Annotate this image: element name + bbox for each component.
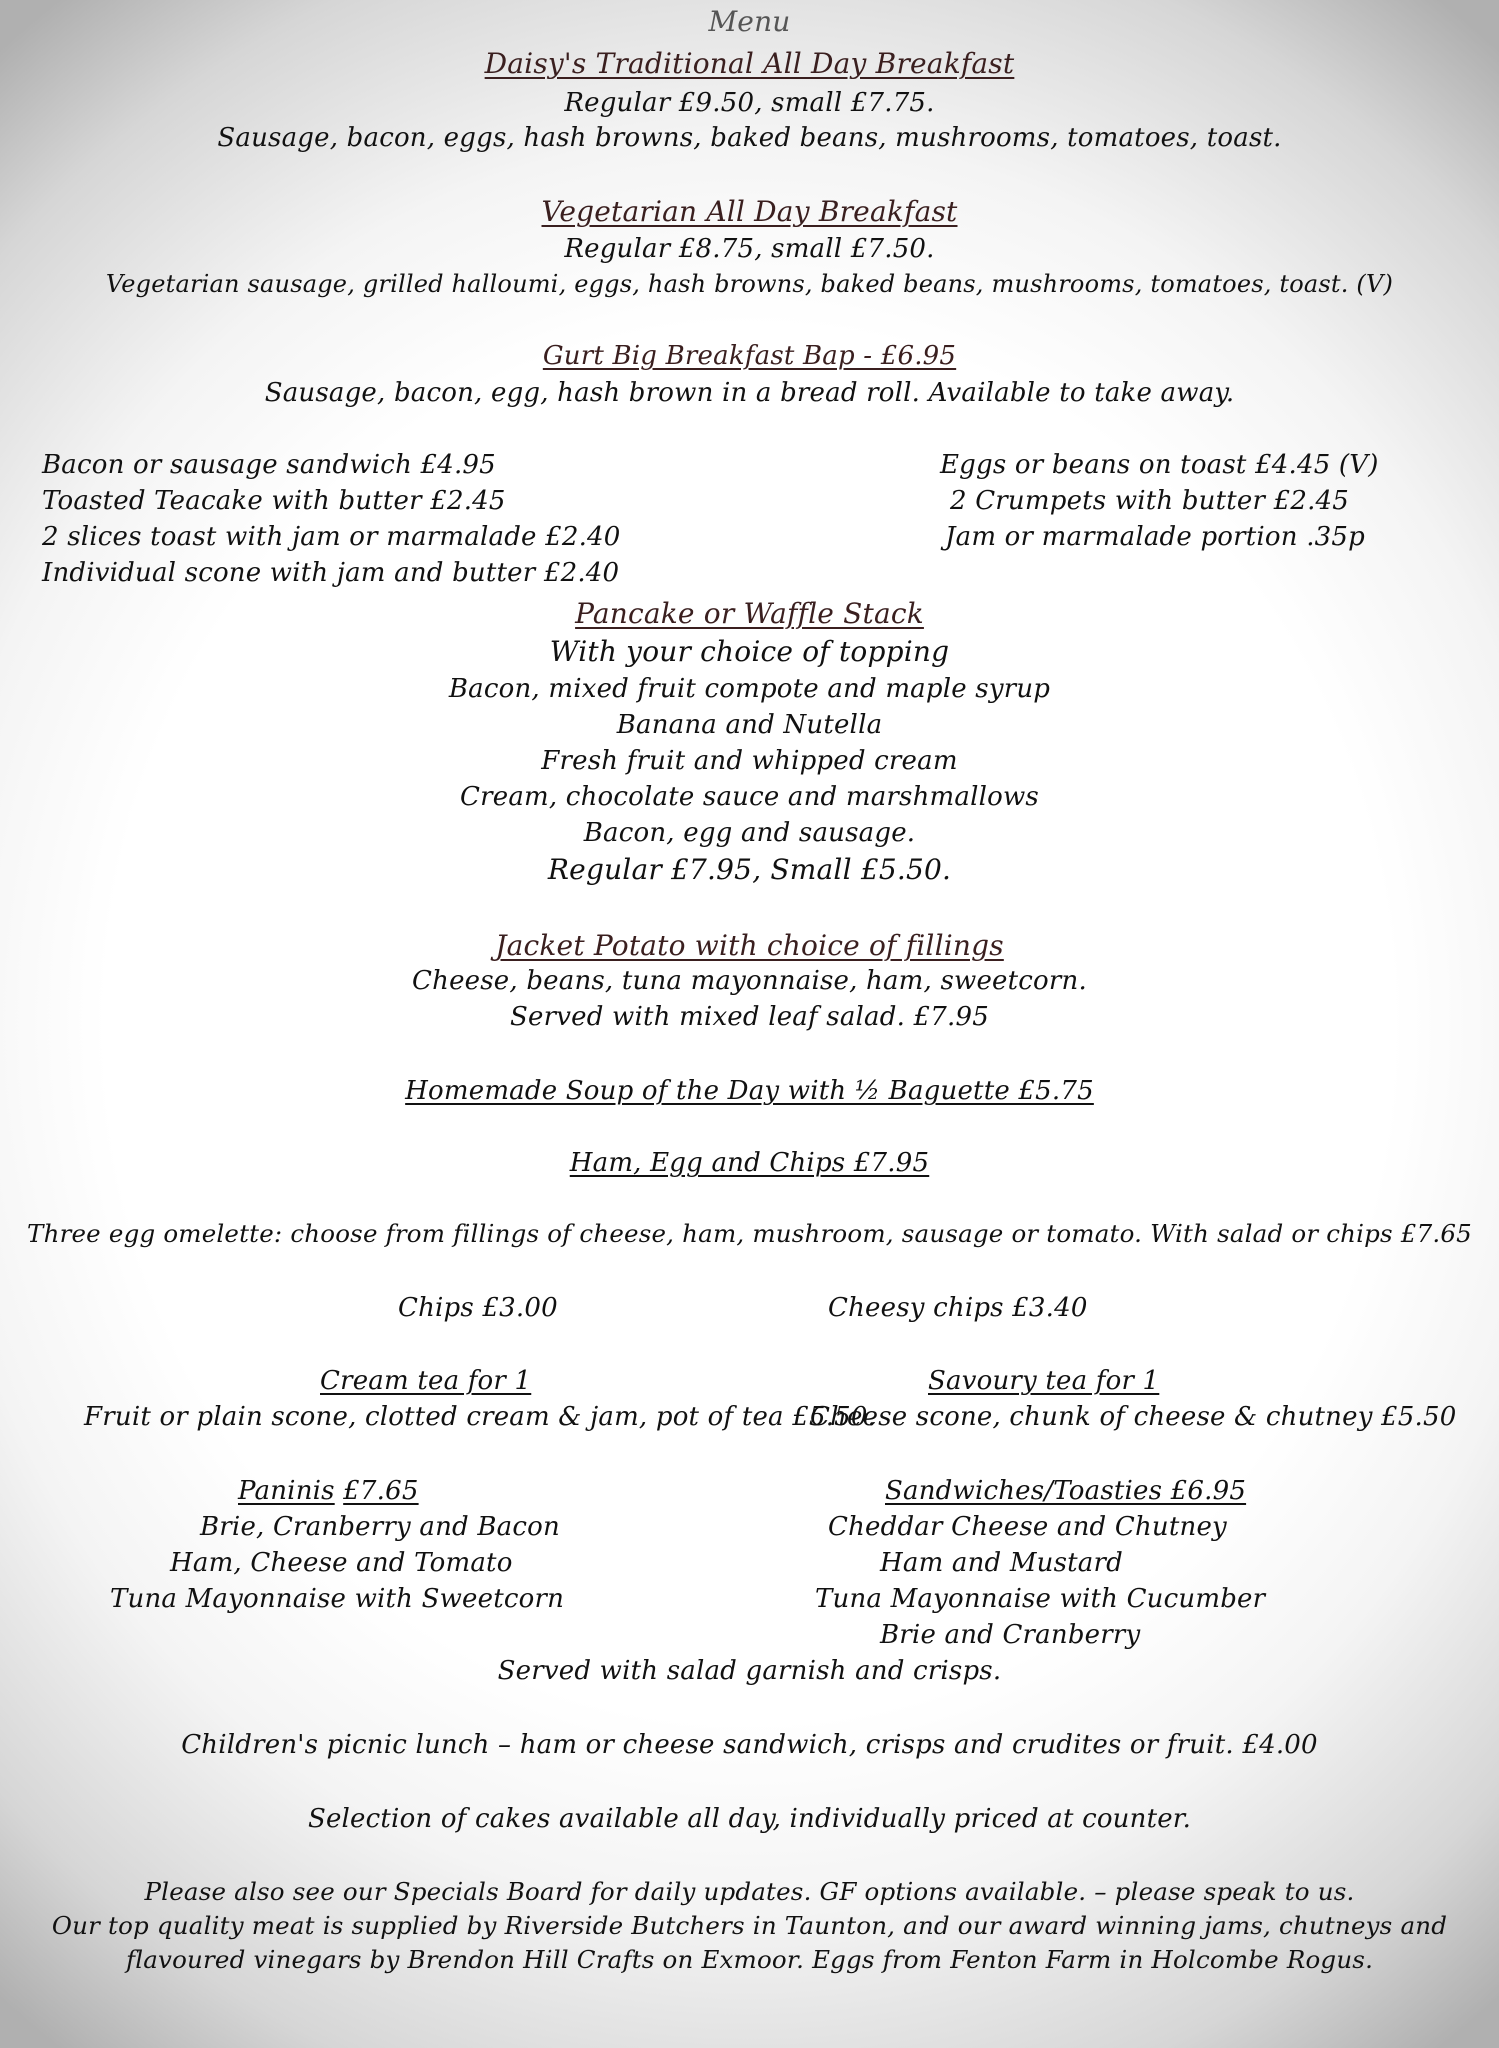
vegetarian-heading: Vegetarian All Day Breakfast — [541, 195, 958, 228]
small-item-right: 2 Crumpets with butter £2.45 — [950, 486, 1350, 516]
pancake-topping: Fresh fruit and whipped cream — [541, 746, 958, 776]
footer-line: Please also see our Specials Board for daily updates. GF options available. – please speak to us. — [144, 1877, 1355, 1906]
omelette-line: Three egg omelette: choose from fillings of cheese, ham, mushroom, sausage or tomato. With salad or chips £7.65 — [27, 1219, 1472, 1248]
cream-tea-heading: Cream tea for 1 — [320, 1366, 532, 1396]
savoury-tea-heading: Savoury tea for 1 — [928, 1366, 1160, 1396]
sandwich-item: Ham and Mustard — [880, 1548, 1123, 1578]
sandwich-item: Cheddar Cheese and Chutney — [828, 1512, 1227, 1542]
pancake-topping: Bacon, mixed fruit compote and maple syrup — [448, 674, 1051, 704]
paninis-heading-name: Paninis — [238, 1476, 335, 1506]
jacket-fillings: Cheese, beans, tuna mayonnaise, ham, sweetcorn. — [412, 966, 1087, 996]
pancake-heading: Pancake or Waffle Stack — [575, 597, 924, 630]
sandwich-item: Brie and Cranberry — [880, 1620, 1141, 1650]
paninis-heading — [238, 1478, 419, 1504]
traditional-heading: Daisy's Traditional All Day Breakfast — [484, 47, 1015, 80]
panini-item: Tuna Mayonnaise with Sweetcorn — [110, 1584, 565, 1614]
small-item-right: Eggs or beans on toast £4.45 (V) — [940, 450, 1379, 480]
small-item-right: Jam or marmalade portion .35p — [945, 522, 1365, 552]
vegetarian-price: Regular £8.75, small £7.50. — [564, 234, 935, 264]
sandwich-item: Tuna Mayonnaise with Cucumber — [815, 1584, 1266, 1614]
cakes-line: Selection of cakes available all day, individually priced at counter. — [307, 1804, 1192, 1834]
chips-item: Chips £3.00 — [398, 1293, 558, 1323]
ham-egg-chips: Ham, Egg and Chips £7.95 — [569, 1148, 930, 1178]
savoury-tea-desc: Cheese scone, chunk of cheese & chutney £5.50 — [810, 1402, 1457, 1432]
pancake-topping: Bacon, egg and sausage. — [583, 818, 916, 848]
bap-heading: Gurt Big Breakfast Bap - £6.95 — [542, 341, 957, 371]
paninis-heading-price: £7.65 — [343, 1476, 419, 1506]
pancake-topping: Banana and Nutella — [616, 710, 883, 740]
small-item-left: 2 slices toast with jam or marmalade £2.40 — [42, 522, 621, 552]
soup-line: Homemade Soup of the Day with ½ Baguette £5.75 — [405, 1076, 1094, 1106]
children-lunch: Children's picnic lunch – ham or cheese sandwich, crisps and crudites or fruit. £4.00 — [181, 1730, 1318, 1760]
panini-item: Ham, Cheese and Tomato — [170, 1548, 513, 1578]
traditional-price: Regular £9.50, small £7.75. — [564, 88, 935, 118]
vegetarian-desc: Vegetarian sausage, grilled halloumi, eggs, hash browns, baked beans, mushrooms, tomatoes, toast. (V) — [105, 270, 1394, 298]
footer-line: Our top quality meat is supplied by Riverside Butchers in Taunton, and our award winning jams, chutneys and — [51, 1911, 1448, 1940]
small-item-left: Bacon or sausage sandwich £4.95 — [42, 450, 496, 480]
pancake-subheading: With your choice of topping — [549, 635, 950, 668]
pancake-topping: Cream, chocolate sauce and marshmallows — [460, 782, 1039, 812]
served-garnish: Served with salad garnish and crisps. — [497, 1656, 1002, 1686]
bap-desc: Sausage, bacon, egg, hash brown in a bread roll. Available to take away. — [264, 378, 1235, 408]
menu-title: Menu — [708, 5, 791, 38]
small-item-left: Toasted Teacake with butter £2.45 — [42, 486, 506, 516]
panini-item: Brie, Cranberry and Bacon — [200, 1512, 560, 1542]
jacket-served: Served with mixed leaf salad. £7.95 — [510, 1002, 989, 1032]
small-item-left: Individual scone with jam and butter £2.40 — [42, 558, 620, 588]
cheesy-chips-item: Cheesy chips £3.40 — [828, 1293, 1088, 1323]
traditional-desc: Sausage, bacon, eggs, hash browns, baked beans, mushrooms, tomatoes, toast. — [217, 123, 1282, 153]
cream-tea-desc: Fruit or plain scone, clotted cream & jam, pot of tea £5.50. — [84, 1402, 877, 1432]
jacket-heading: Jacket Potato with choice of fillings — [495, 929, 1004, 962]
sandwiches-heading: Sandwiches/Toasties £6.95 — [885, 1476, 1247, 1506]
footer-line: flavoured vinegars by Brendon Hill Crafts on Exmoor. Eggs from Fenton Farm in Holcombe Rogus. — [125, 1945, 1374, 1974]
pancake-price: Regular £7.95, Small £5.50. — [547, 853, 952, 886]
